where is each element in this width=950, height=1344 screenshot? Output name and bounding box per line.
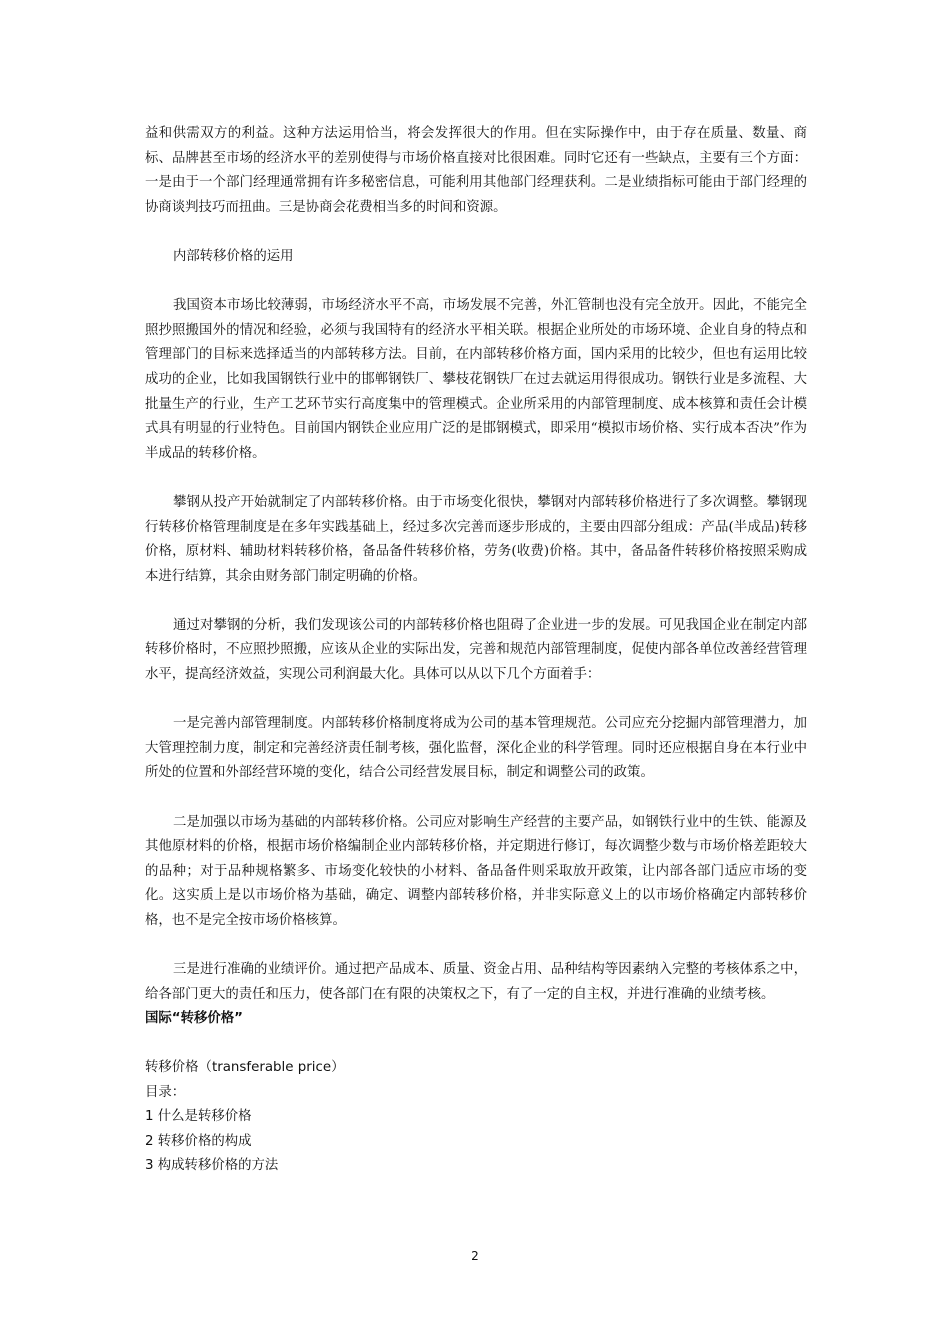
toc-item: 2 转移价格的构成 xyxy=(145,1133,252,1149)
paragraph-point-one: 一是完善内部管理制度。内部转移价格制度将成为公司的基本管理规范。公司应充分挖掘内部管理潜力，加大管理控制力度，制定和完善经济责任制考核，强化监督，深化企业的科学管理。同时还应根据自身在本行业中所处的位置和外部经营环境的变化，结合公司经营发展目标，制定和调整公司的政策。 xyxy=(145,716,807,781)
paragraph-spacer xyxy=(145,786,807,811)
toc-item: 3 构成转移价格的方法 xyxy=(145,1158,279,1174)
paragraph-point-two: 二是加强以市场为基础的内部转移价格。公司应对影响生产经营的主要产品，如钢铁行业中的生铁、能源及其他原材料的价格，根据市场价格编制企业内部转移价格，并定期进行修订，每次调整少数与市场价格差距较大的品种；对于品种规格繁多、市场变化较快的小材料、备品备件则采取放开政策，让内部各部门适应市场的变化。这实质上是以市场价格为基础，确定、调整内部转移价格，并非实际意义上的以市场价格确定内部转移价格，也不是完全按市场价格核算。 xyxy=(145,814,807,928)
paragraph-spacer xyxy=(145,589,807,614)
toc-item: 1 什么是转移价格 xyxy=(145,1109,252,1125)
paragraph-analysis: 通过对攀钢的分析，我们发现该公司的内部转移价格也阻碍了企业进一步的发展。可见我国企业在制定内部转移价格时，不应照抄照搬，应该从企业的实际出发，完善和规范内部管理制度，促使内部各单位改善经营管理水平，提高经济效益，实现公司利润最大化。具体可以从以下几个方面着手： xyxy=(145,617,807,683)
section-heading-international-transfer-price: 国际“转移价格” xyxy=(145,1011,243,1027)
paragraph-spacer xyxy=(145,270,807,295)
page-number: 2 xyxy=(471,1249,479,1263)
toc-label: 目录： xyxy=(145,1084,186,1100)
paragraph-spacer xyxy=(145,1031,807,1056)
paragraph-capital-market: 我国资本市场比较薄弱，市场经济水平不高，市场发展不完善，外汇管制也没有完全放开。因此，不能完全照抄照搬国外的情况和经验，必须与我国特有的经济水平相关联。根据企业所处的市场环境、企业自身的特点和管理部门的目标来选择适当的内部转移方法。目前，在内部转移价格方面，国内采用的比较少，但也有运用比较成功的企业，比如我国钢铁行业中的邯郸钢铁厂、攀枝花钢铁厂在过去就运用得很成功。钢铁行业是多流程、大批量生产的行业，生产工艺环节实行高度集中的管理模式。企业所采用的内部管理制度、成本核算和责任会计模式具有明显的行业特色。目前国内钢铁企业应用广泛的是邯钢模式，即采用“模拟市场价格、实行成本否决”作为半成品的转移价格。 xyxy=(145,298,807,461)
paragraph-spacer xyxy=(145,934,807,959)
paragraph-spacer xyxy=(145,688,807,713)
term-definition-line: 转移价格（transferable price） xyxy=(145,1059,345,1075)
section-heading-internal-transfer-price: 内部转移价格的运用 xyxy=(173,248,294,264)
document-body xyxy=(145,122,807,1179)
paragraph-pangang-system: 攀钢从投产开始就制定了内部转移价格。由于市场变化很快，攀钢对内部转移价格进行了多次调整。攀钢现行转移价格管理制度是在多年实践基础上，经过多次完善而逐步形成的，主要由四部分组成：产品(半成品)转移价格，原材料、辅助材料转移价格，备品备件转移价格，劳务(收费)价格。其中，备品备件转移价格按照采购成本进行结算，其余由财务部门制定明确的价格。 xyxy=(145,494,807,584)
paragraph-continuation: 益和供需双方的利益。这种方法运用恰当，将会发挥很大的作用。但在实际操作中，由于存在质量、数量、商标、品牌甚至市场的经济水平的差别使得与市场价格直接对比很困难。同时它还有一些缺点，主要有三个方面：一是由于一个部门经理通常拥有许多秘密信息，可能利用其他部门经理获利。二是业绩指标可能由于部门经理的协商谈判技巧而扭曲。三是协商会花费相当多的时间和资源。 xyxy=(145,126,807,215)
paragraph-point-three: 三是进行准确的业绩评价。通过把产品成本、质量、资金占用、品种结构等因素纳入完整的考核体系之中，给各部门更大的责任和压力，使各部门在有限的决策权之下，有了一定的自主权，并进行准确的业绩考核。 xyxy=(145,962,807,1002)
paragraph-spacer xyxy=(145,466,807,491)
paragraph-spacer xyxy=(145,220,807,245)
